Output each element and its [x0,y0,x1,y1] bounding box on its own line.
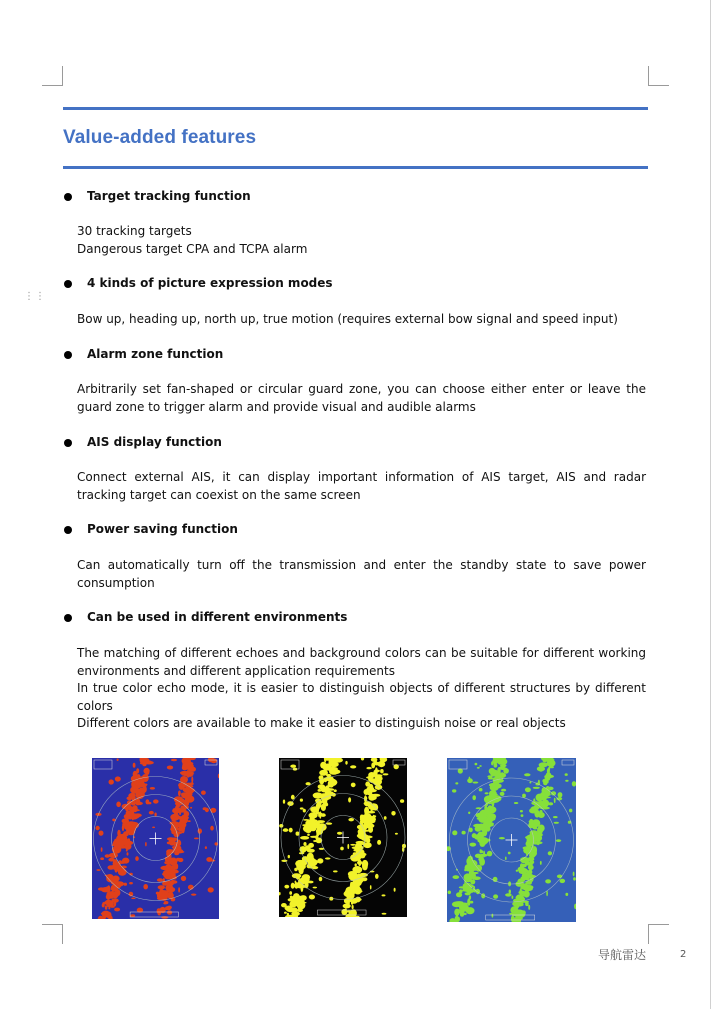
feature-line: Dangerous target CPA and TCPA alarm [77,241,308,256]
title-rule-top [63,107,648,110]
page-edge [710,0,711,1009]
footer-text: 导航雷达 [598,948,647,962]
feature-heading: Alarm zone function [87,347,224,361]
page-number: 2 [680,949,687,960]
feature-body [77,311,646,329]
feature-body [77,381,646,416]
feature-heading: Power saving function [87,522,238,536]
feature-line: Bow up, heading up, north up, true motion (requires external bow signal and speed input) [77,312,618,326]
feature-line: 30 tracking targets [77,224,192,238]
bullet-icon [64,614,72,622]
feature-line: The matching of different echoes and background colors can be suitable for different working environments and different application requirements [77,646,646,678]
bullet-icon [64,439,72,447]
page-title: Value-added features [63,127,257,148]
feature-body [77,645,646,733]
bullet-icon [64,193,72,201]
bullet-icon [64,280,72,288]
feature-heading: 4 kinds of picture expression modes [87,276,333,290]
feature-body [77,557,646,592]
crop-mark-top-right-v [648,66,649,86]
title-rule-bottom [63,166,648,169]
feature-heading: Can be used in different environments [87,610,348,624]
crop-mark-bottom-left-h [42,924,63,925]
feature-heading: AIS display function [87,435,222,449]
feature-body [77,469,646,504]
feature-line: Different colors are available to make it easier to distinguish noise or real objects [77,716,566,730]
feature-line: Arbitrarily set fan-shaped or circular guard zone, you can choose either enter or leave the guard zone to trigger alarm and provide visual and audible alarms [77,382,646,414]
crop-mark-top-right-h [648,85,669,86]
radar-image-red [92,758,219,919]
crop-mark-bottom-right-v [648,924,649,944]
bullet-icon [64,351,72,359]
crop-mark-top-left-v [62,66,63,86]
feature-line: In true color echo mode, it is easier to distinguish objects of different structures by different colors [77,681,646,713]
feature-line: Can automatically turn off the transmission and enter the standby state to save power consumption [77,558,646,590]
crop-mark-bottom-left-v [62,924,63,944]
drag-handle-icon[interactable]: ⋮⋮ [24,291,46,302]
feature-line: Connect external AIS, it can display important information of AIS target, AIS and radar tracking target can coexist on the same screen [77,470,646,502]
feature-heading: Target tracking function [87,189,251,203]
bullet-icon [64,526,72,534]
radar-image-yellow [279,758,407,917]
feature-body [77,223,646,258]
radar-image-green [447,758,576,922]
crop-mark-bottom-right-h [648,924,669,925]
crop-mark-top-left-h [42,85,63,86]
